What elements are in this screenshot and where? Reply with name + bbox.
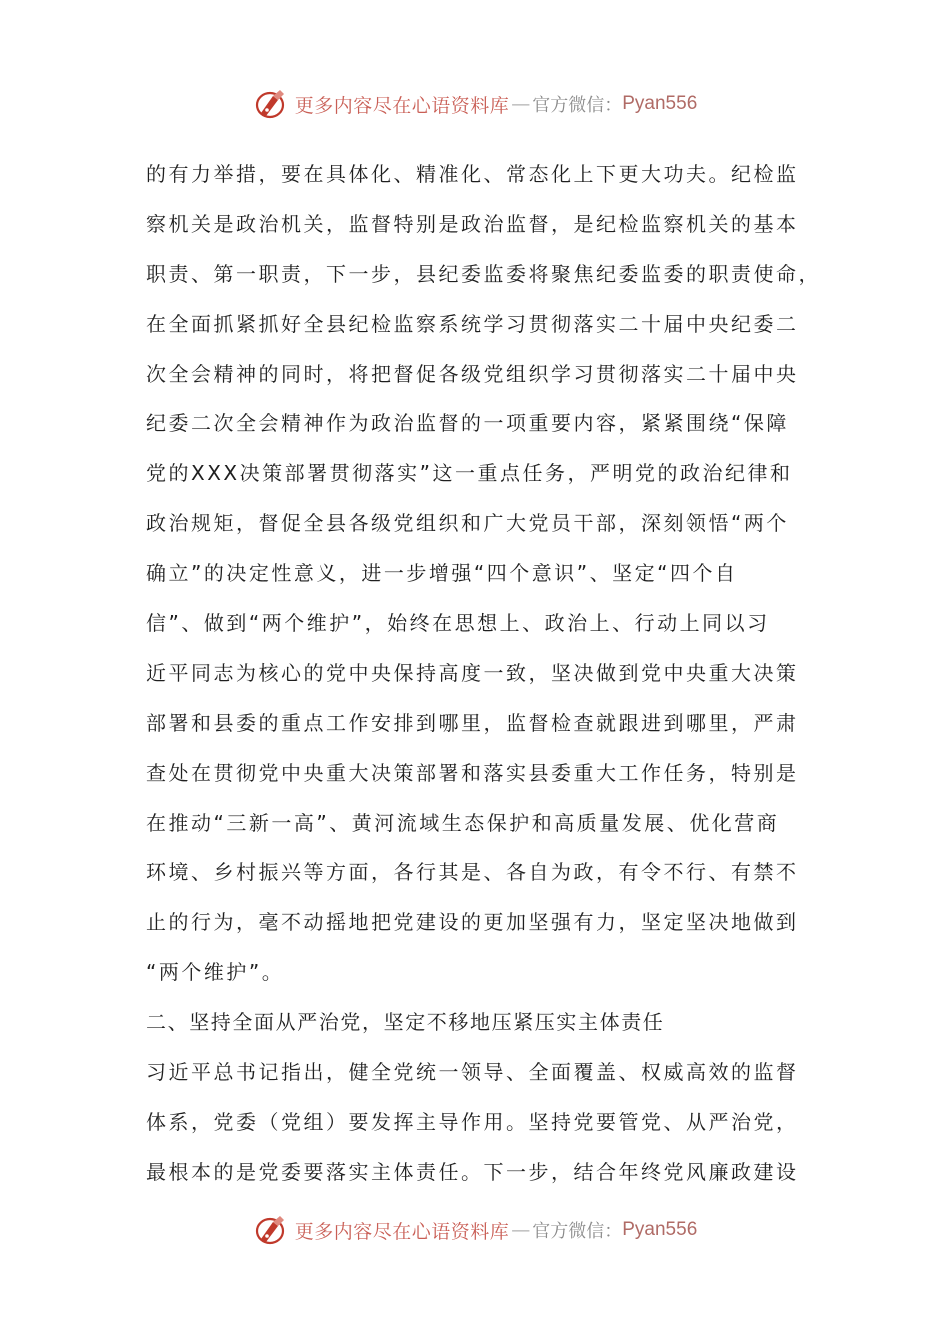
section-heading: 二、坚持全面从严治党，坚定不移地压紧压实主体责任	[146, 1010, 665, 1035]
text-line: 确立”的决定性意义，进一步增强“四个意识”、坚定“四个自	[146, 561, 738, 586]
text-line: 近平同志为核心的党中央保持高度一致，坚决做到党中央重大决策	[146, 660, 799, 685]
text-line: 止的行为，毫不动摇地把党建设的更加坚强有力，坚定坚决地做到	[146, 910, 799, 935]
wechat-label: 官方微信：	[532, 95, 623, 116]
text-line: 体系，党委（党组）要发挥主导作用。坚持党要管党、从严治党，	[146, 1109, 799, 1134]
text-line: 政治规矩，督促全县各级党组织和广大党员干部，深刻领悟“两个	[146, 511, 789, 536]
text-line: 信”、做到“两个维护”，始终在思想上、政治上、行动上同以习	[146, 611, 770, 636]
text-line: 在推动“三新一高”、黄河流域生态保护和高质量发展、优化营商	[146, 810, 780, 835]
text-line: “两个维护”。	[146, 960, 285, 985]
banner-dash: —	[511, 93, 531, 115]
site-name: 更多内容尽在心语资料库	[294, 94, 510, 117]
wechat-id: Pyan556	[622, 1219, 698, 1240]
footer-watermark-banner	[0, 1210, 950, 1250]
wechat-id: Pyan556	[622, 93, 698, 114]
header-watermark-banner	[0, 84, 950, 124]
text-line: 部署和县委的重点工作安排到哪里，监督检查就跟进到哪里，严肃	[146, 710, 799, 735]
banner-dash: —	[511, 1219, 531, 1241]
text-line: 职责、第一职责，下一步，县纪委监委将聚焦纪委监委的职责使命，	[146, 261, 821, 286]
text-line: 在全面抓紧抓好全县纪检监察系统学习贯彻落实二十届中央纪委二	[146, 311, 799, 336]
text-line: 环境、乡村振兴等方面，各行其是、各自为政，有令不行、有禁不	[146, 860, 799, 885]
text-line: 最根本的是党委要落实主体责任。下一步，结合年终党风廉政建设	[146, 1159, 799, 1184]
text-line: 习近平总书记指出，健全党统一领导、全面覆盖、权威高效的监督	[146, 1060, 799, 1085]
text-line: 次全会精神的同时，将把督促各级党组织学习贯彻落实二十届中央	[146, 361, 799, 386]
wechat-label: 官方微信：	[532, 1221, 623, 1242]
document-body	[146, 150, 821, 1198]
text-line: 党的XXX决策部署贯彻落实”这一重点任务，严明党的政治纪律和	[146, 461, 793, 486]
pen-nib-logo-icon	[253, 86, 289, 122]
text-line: 察机关是政治机关，监督特别是政治监督，是纪检监察机关的基本	[146, 211, 799, 236]
text-line: 查处在贯彻党中央重大决策部署和落实县委重大工作任务，特别是	[146, 760, 799, 785]
text-line: 纪委二次全会精神作为政治监督的一项重要内容，紧紧围绕“保障	[146, 411, 789, 436]
banner-text	[295, 91, 698, 118]
pen-nib-logo-icon	[253, 1212, 289, 1248]
site-name: 更多内容尽在心语资料库	[294, 1220, 510, 1243]
banner-text	[295, 1217, 698, 1244]
text-line: 的有力举措，要在具体化、精准化、常态化上下更大功夫。纪检监	[146, 162, 799, 186]
